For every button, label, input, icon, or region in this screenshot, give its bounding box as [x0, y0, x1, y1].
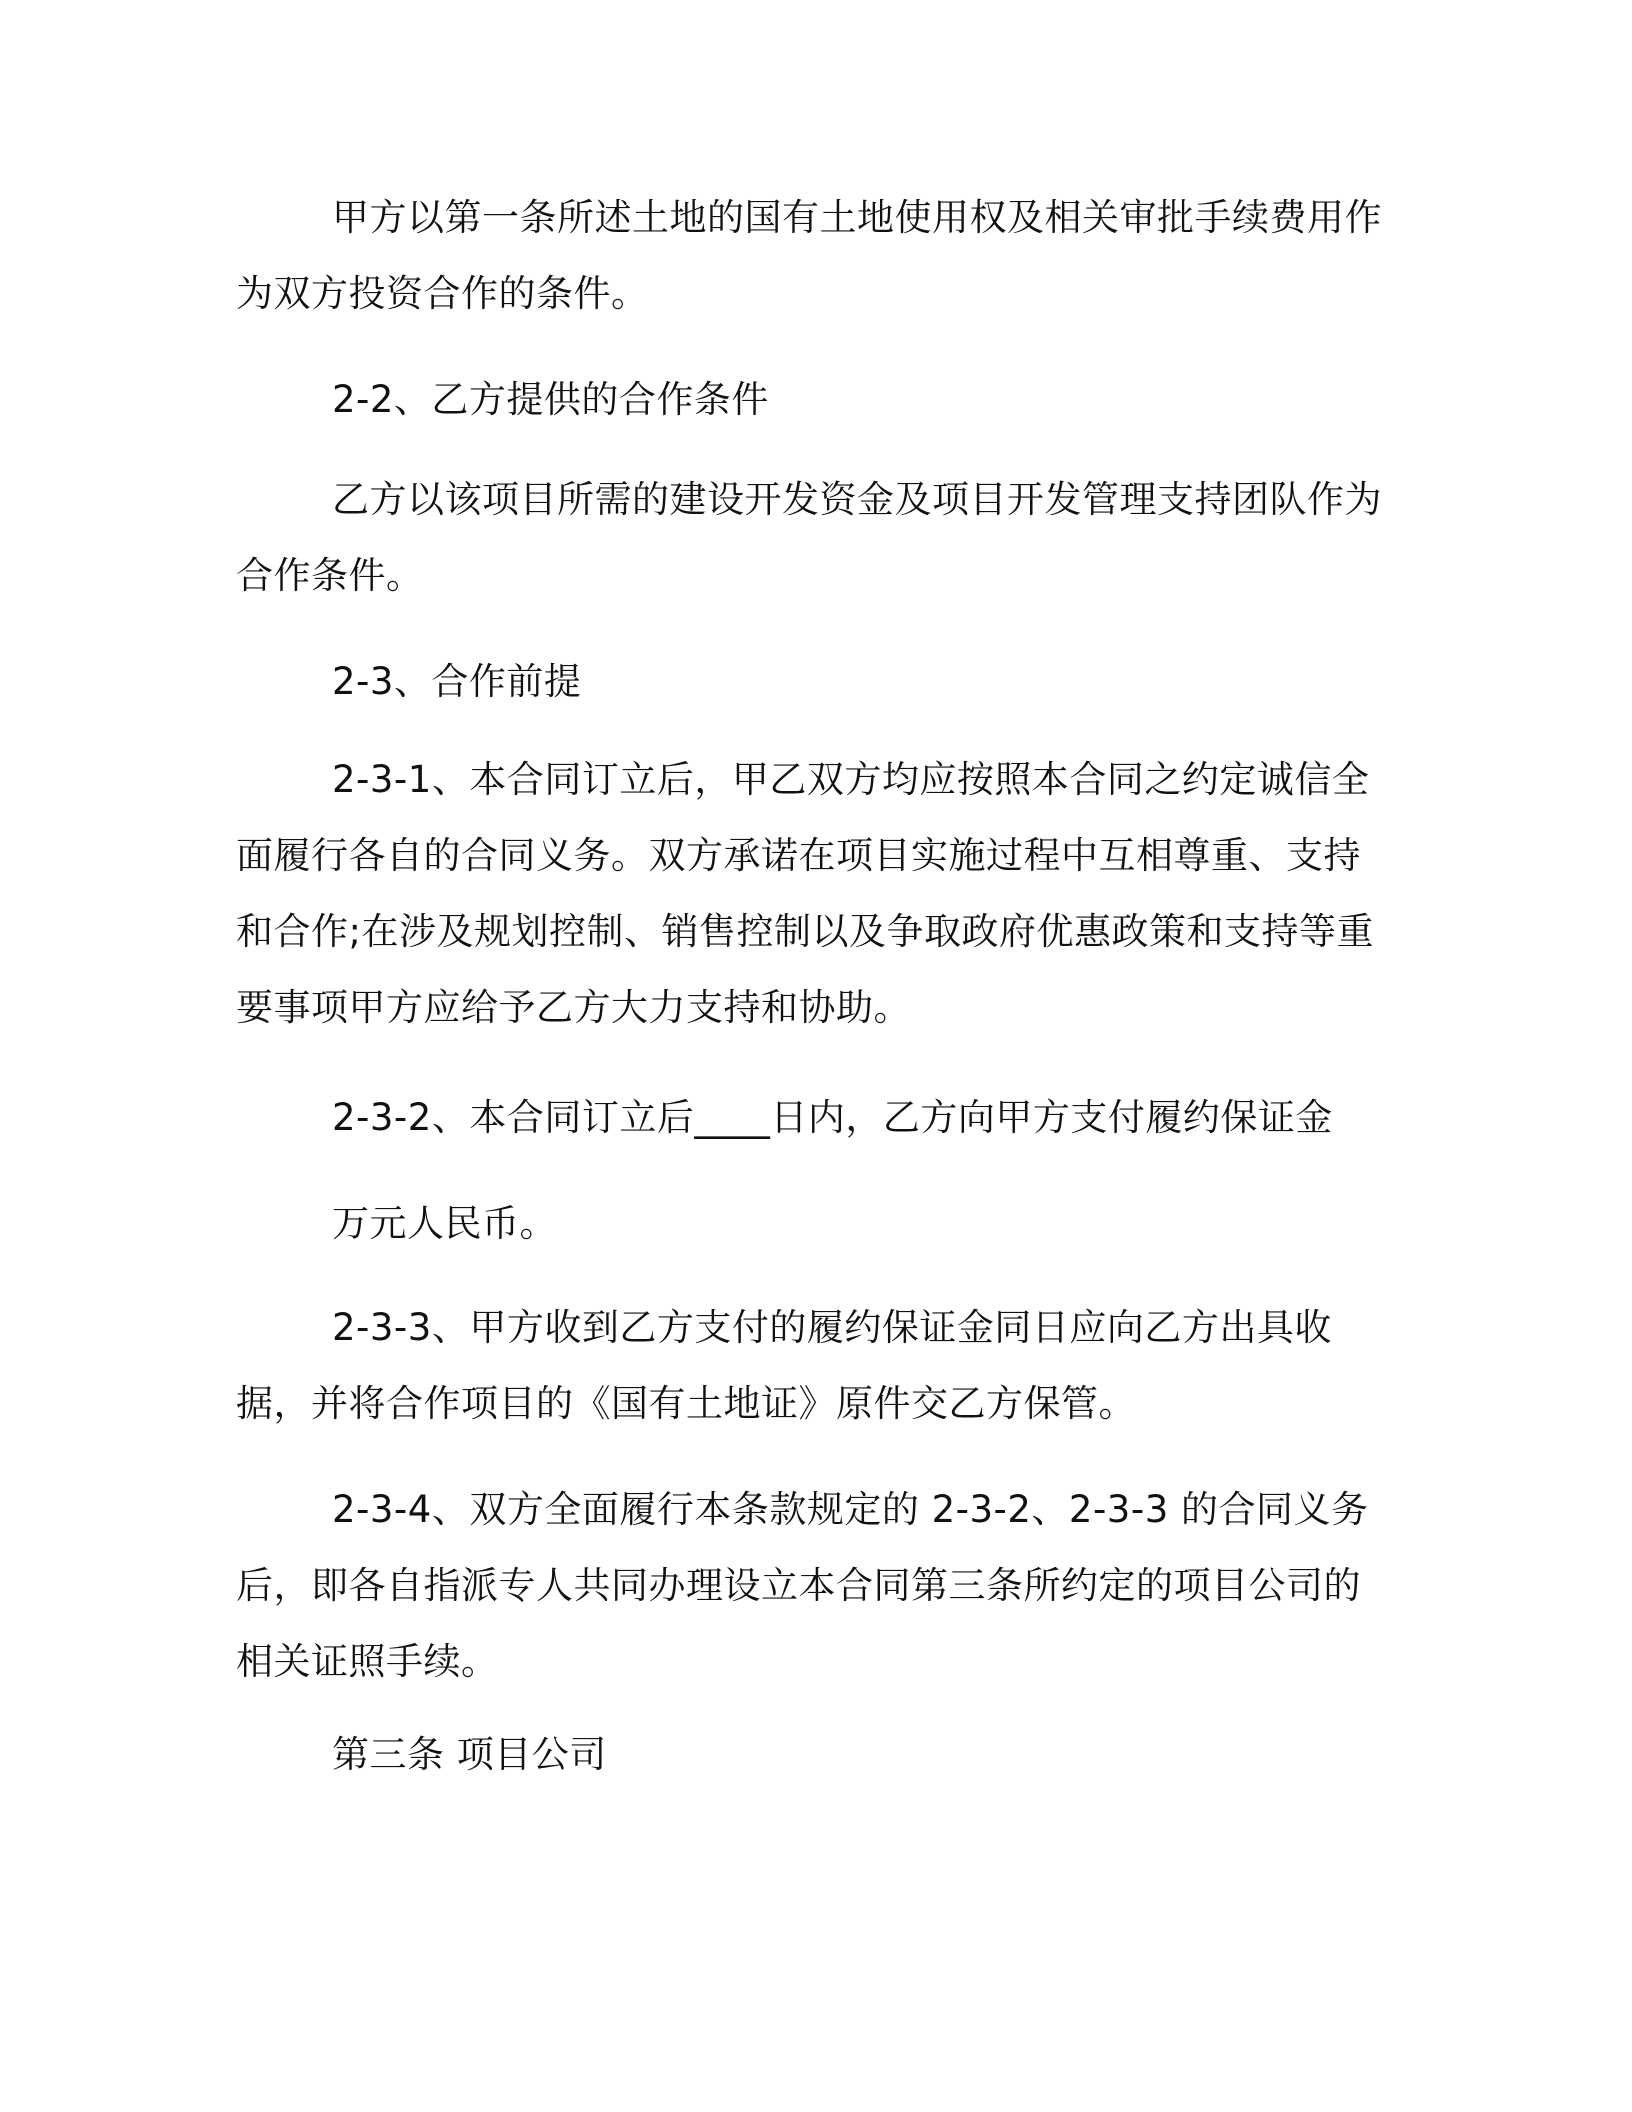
paragraph-land-use-right: 甲方以第一条所述土地的国有土地使用权及相关审批手续费用作为双方投资合作的条件。 [236, 196, 1382, 315]
heading-article-3: 第三条 项目公司 [332, 1733, 607, 1776]
paragraph-rmb-amount: 万元人民币。 [332, 1202, 557, 1245]
heading-2-2: 2-2、乙方提供的合作条件 [332, 378, 769, 421]
heading-2-3: 2-3、合作前提 [332, 660, 582, 703]
paragraph-2-3-4: 2-3-4、双方全面履行本条款规定的 2-3-2、2-3-3 的合同义务后，即各自指派专人共同办理设立本合同第三条所约定的项目公司的相关证照手续。 [236, 1488, 1369, 1683]
paragraph-2-3-3: 2-3-3、甲方收到乙方支付的履约保证金同日应向乙方出具收据，并将合作项目的《国有土地证》原件交乙方保管。 [236, 1306, 1332, 1425]
paragraph-2-3-2: 2-3-2、本合同订立后____日内，乙方向甲方支付履约保证金 [332, 1096, 1333, 1139]
paragraph-party-b-conditions: 乙方以该项目所需的建设开发资金及项目开发管理支持团队作为合作条件。 [236, 478, 1382, 597]
paragraph-2-3-1: 2-3-1、本合同订立后，甲乙双方均应按照本合同之约定诚信全面履行各自的合同义务。双方承诺在项目实施过程中互相尊重、支持和合作;在涉及规划控制、销售控制以及争取政府优惠政策和支持等重要事项甲方应给予乙方大力支持和协助。 [236, 758, 1374, 1029]
